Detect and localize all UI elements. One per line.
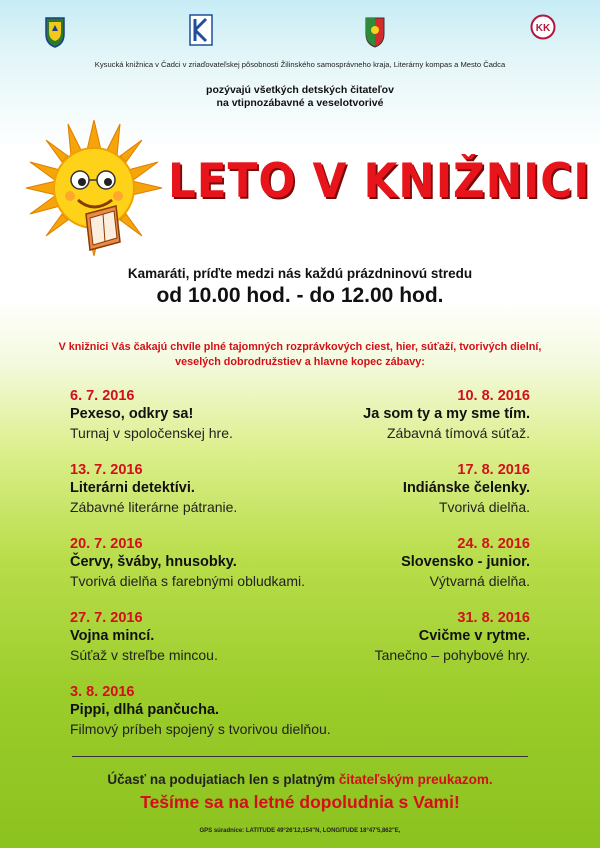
event-item [230, 461, 530, 517]
event-date: 20. 7. 2016 [70, 536, 143, 552]
sponsors-line: Kysucká knižnica v Čadci v zriaďovateľskej pôsobnosti Žilinského samosprávneho kraja, Literárny kompas a Mesto Čadca [94, 60, 506, 69]
event-description: Turnaj v spoločenskej hre. [70, 425, 233, 441]
description-line-1: V knižnici Vás čakajú chvíle plné tajomných rozprávkových ciest, hier, súťaží, tvorivých dielní, [58, 341, 542, 353]
participation-highlight: čitateľským preukazom. [338, 772, 493, 787]
event-title: Literárni detektívi. [70, 480, 195, 496]
intro-text: Kamaráti, príďte medzi nás každú prázdninovú stredu [127, 266, 473, 281]
event-description: Zábavné literárne pátranie. [70, 499, 238, 515]
invite-line-1: pozývajú všetkých detských čitateľov [206, 84, 394, 96]
zilina-region-crest-icon [44, 14, 66, 48]
event-description: Súťaž v streľbe mincou. [70, 647, 218, 663]
participation-text: Účasť na podujatiach len s platným [107, 772, 339, 787]
event-date: 31. 8. 2016 [457, 610, 530, 626]
event-date: 17. 8. 2016 [457, 462, 530, 478]
event-description: Tvorivá dielňa s farebnými obludkami. [70, 573, 305, 589]
page-title: LETO V KNIŽNICI [168, 154, 591, 209]
event-date: 6. 7. 2016 [70, 388, 135, 404]
kysucka-kniznica-logo-icon [530, 14, 556, 40]
event-title: Cvičme v rytme. [418, 628, 530, 644]
event-date: 10. 8. 2016 [457, 388, 530, 404]
event-item [70, 683, 370, 739]
event-date: 24. 8. 2016 [457, 536, 530, 552]
description [20, 340, 580, 370]
event-description: Tanečno – pohybové hry. [374, 647, 530, 663]
closing-text: Tešíme sa na letné dopoludnia s Vami! [140, 792, 460, 812]
gps-coordinates: GPS súradnice: LATITUDE 49°26'12,154"N, LONGITUDE 18°47'5,862"E, [199, 828, 401, 834]
description-line-2: veselých dobrodružstiev a hlavne kopec zábavy: [175, 356, 425, 368]
event-item [230, 535, 530, 591]
participation-note [0, 772, 600, 787]
event-description: Filmový príbeh spojený s tvorivou dielňou. [70, 721, 331, 737]
sun-with-book-icon [24, 118, 164, 258]
cadca-town-crest-icon [364, 14, 386, 48]
event-title: Vojna mincí. [70, 628, 155, 644]
event-date: 27. 7. 2016 [70, 610, 143, 626]
event-title: Červy, šváby, hnusobky. [70, 554, 237, 570]
invite-text [0, 84, 600, 110]
event-item [230, 609, 530, 665]
event-title: Pexeso, odkry sa! [70, 406, 194, 422]
logos-row [0, 14, 600, 50]
event-date: 3. 8. 2016 [70, 684, 135, 700]
event-description: Tvorivá dielňa. [438, 499, 530, 515]
event-description: Zábavná tímová súťaž. [387, 425, 530, 441]
literarny-kompas-logo-icon [189, 14, 213, 46]
event-item [230, 387, 530, 443]
event-title: Pippi, dlhá pančucha. [70, 702, 220, 718]
divider [72, 756, 528, 757]
event-description: Výtvarná dielňa. [429, 573, 530, 589]
event-title: Slovensko - junior. [401, 554, 530, 570]
event-date: 13. 7. 2016 [70, 462, 143, 478]
event-title: Indiánske čelenky. [402, 480, 530, 496]
event-title: Ja som ty a my sme tím. [363, 406, 530, 422]
round-logo-text: KK [535, 23, 551, 34]
opening-hours: od 10.00 hod. - do 12.00 hod. [156, 284, 444, 307]
invite-line-2: na vtipnozábavné a veselotvorivé [216, 97, 384, 109]
